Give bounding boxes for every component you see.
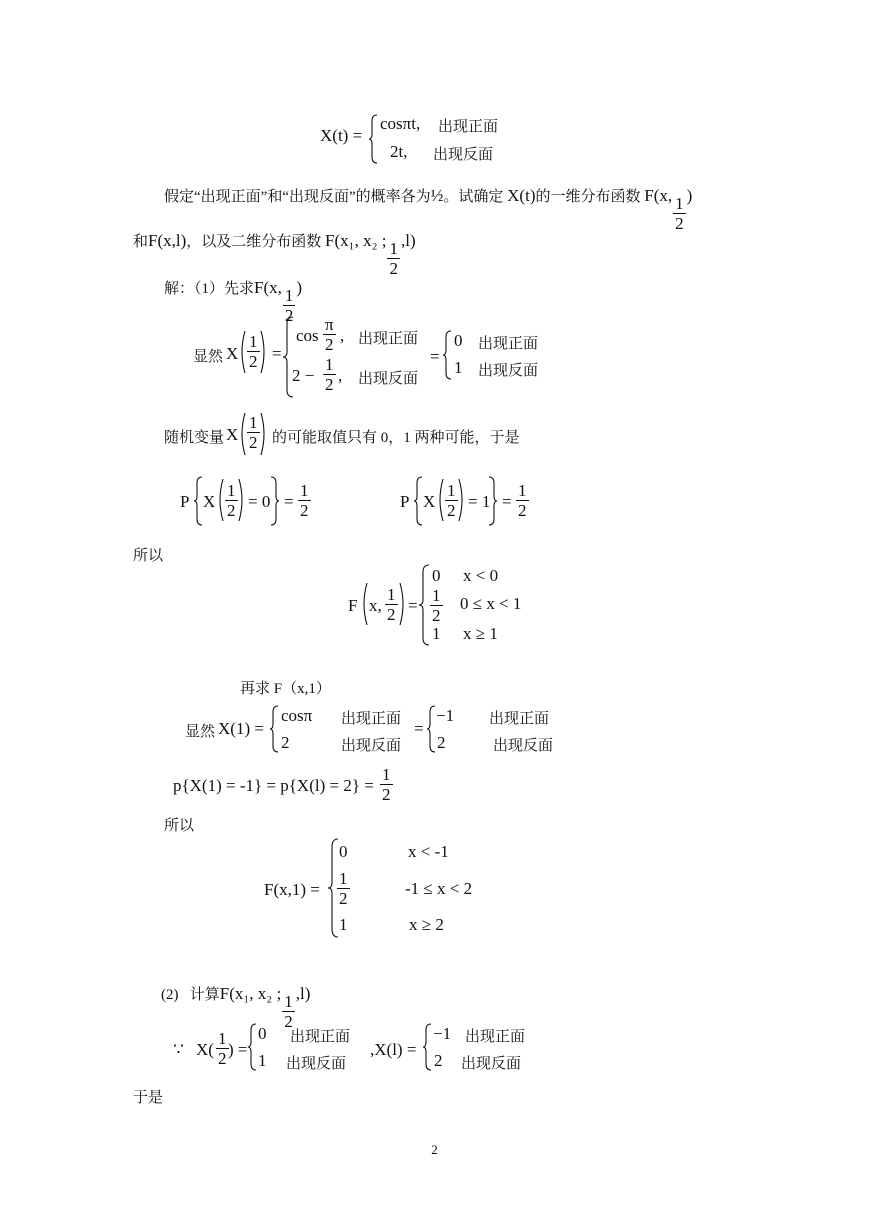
prob0-rparen (238, 478, 246, 522)
def-brace (368, 114, 378, 164)
prob0-rbrace (270, 476, 280, 526)
prob1-rparen (458, 478, 466, 522)
because-b2: 2 (434, 1051, 443, 1070)
because-frac: $\frac{1}{2}$ (218, 1029, 227, 1068)
because-b1: −1 (433, 1024, 452, 1043)
x1-brace2 (426, 705, 436, 753)
rv-label: 随机变量 (164, 430, 225, 446)
x-half-rparen (260, 330, 268, 374)
F1-lhs: F (348, 596, 358, 615)
prob1-req: = (502, 492, 512, 511)
prob1-rfrac: $\frac{1}{2}$ (518, 481, 527, 520)
F1-c2: 0 ≤ x < 1 (460, 594, 522, 613)
prob1-rbrace (488, 476, 498, 526)
x1-r2-cond: 出现反面 (341, 738, 402, 754)
prob0-p: P (180, 492, 190, 511)
so-1: 所以 (133, 548, 164, 564)
prob0-lparen (216, 478, 224, 522)
F1-brace (418, 564, 430, 646)
prob0-x: X (203, 492, 216, 511)
F1-frac: $\frac{1}{2}$ (387, 585, 396, 624)
p-x1-frac: $\frac{1}{2}$ (382, 765, 391, 804)
because-a1: 0 (258, 1024, 267, 1043)
because-a2-cond: 出现反面 (286, 1056, 347, 1072)
page-number: 2 (431, 1142, 438, 1157)
step1-heading: 解：（1）先求F(x, $\frac{1}{2}$ ) (164, 278, 303, 325)
rv-frac: $\frac{1}{2}$ (249, 413, 258, 452)
F1-rparen (399, 582, 407, 626)
because-b2-cond: 出现反面 (461, 1056, 522, 1072)
F2-lhs: F(x,1) = (264, 880, 320, 899)
F1-v3: 1 (432, 624, 441, 643)
F1-x: x, (369, 596, 382, 615)
x-half-label: 显然 (193, 349, 224, 365)
x1-eq: = (414, 719, 424, 738)
x-half-r1-frac: $\frac{\pi}{2}$ (325, 315, 334, 354)
x-half-r2-comma: , (338, 366, 343, 385)
x-half-o1-cond: 出现正面 (478, 336, 539, 352)
F2-v3: 1 (339, 915, 348, 934)
x-half-lparen (238, 330, 246, 374)
because-a1-cond: 出现正面 (290, 1029, 351, 1045)
x1-o1: −1 (436, 706, 455, 725)
def-case2-value: 2t, (390, 142, 408, 161)
step2-heading: (2) 计算F(x₁, x₂ ; $\frac{1}{2}$ ,l) (161, 984, 311, 1031)
x1-r2: 2 (281, 733, 290, 752)
because-mid: ,X(l) = (370, 1040, 417, 1059)
rv-text: 的可能取值只有 0，1 两种可能，于是 (272, 430, 520, 446)
prob1-p: P (400, 492, 410, 511)
F1-v2: $\frac{1}{2}$ (432, 586, 441, 625)
x-half-r2-cond: 出现反面 (358, 371, 419, 387)
prob1-lbrace (413, 476, 423, 526)
prob1-frac: $\frac{1}{2}$ (447, 481, 456, 520)
F2-c1: x < -1 (408, 842, 449, 861)
prob0-rfrac: $\frac{1}{2}$ (300, 481, 309, 520)
because-brace1 (247, 1023, 257, 1071)
x1-label: 显然 (185, 724, 216, 740)
because-xr: ) = (228, 1040, 248, 1059)
x-half-r2-val: 2 − (292, 366, 315, 385)
p-x1-eq: p{X(1) = -1} = p{X(l) = 2} = (173, 776, 374, 795)
because-a2: 1 (258, 1051, 267, 1070)
x-half-o1: 0 (454, 331, 463, 350)
F1-lparen (360, 582, 368, 626)
rv-rparen (260, 412, 268, 456)
prob1-eq: = 1 (468, 492, 491, 511)
because-x: X( (196, 1040, 214, 1059)
F2-v2: $\frac{1}{2}$ (339, 869, 348, 908)
x1-o2: 2 (437, 733, 446, 752)
prob1-lparen (436, 478, 444, 522)
x-half-x: X (226, 344, 239, 363)
x-half-r1-cond: 出现正面 (358, 331, 419, 347)
x1-lhs: X(1) = (218, 719, 264, 738)
F2-v1: 0 (339, 842, 348, 861)
F1-eq: = (408, 596, 418, 615)
x1-o2-cond: 出现反面 (493, 738, 554, 754)
again-heading: 再求 F（x,1） (240, 681, 331, 697)
prob0-frac: $\frac{1}{2}$ (227, 481, 236, 520)
x-half-eq2: = (430, 347, 440, 366)
def-case1-value: cosπt, (380, 114, 421, 133)
rv-x: X (226, 425, 239, 444)
x1-r1-cond: 出现正面 (341, 711, 402, 727)
prob0-lbrace (193, 476, 203, 526)
para2: 和F(x,l)，以及二维分布函数 F(x₁, x₂ ; $\frac{1}{2}$ ,l) (133, 231, 416, 278)
so-2: 所以 (164, 818, 195, 834)
def-lhs: X(t) = (320, 126, 363, 145)
because-b1-cond: 出现正面 (465, 1029, 526, 1045)
def-case2-cond: 出现反面 (433, 147, 494, 163)
rv-lparen (238, 412, 246, 456)
x1-o1-cond: 出现正面 (489, 711, 550, 727)
x-half-eq: = (272, 344, 282, 363)
x-half-r1-comma: , (340, 326, 345, 345)
x1-brace (269, 705, 279, 753)
so-3: 于是 (133, 1090, 164, 1106)
prob1-x: X (423, 492, 436, 511)
F1-c3: x ≥ 1 (463, 624, 498, 643)
x1-r1: cosπ (281, 706, 313, 725)
x-half-o2-cond: 出现反面 (478, 363, 539, 379)
x-half-r1-cos: cos (296, 326, 319, 345)
x-half-o2: 1 (454, 358, 463, 377)
prob0-req: = (284, 492, 294, 511)
because-symbol: ∵ (173, 1040, 184, 1059)
F2-c3: x ≥ 2 (409, 915, 444, 934)
prob0-eq: = 0 (248, 492, 271, 511)
x-half-brace2 (442, 330, 452, 380)
F1-v1: 0 (432, 566, 441, 585)
F2-c2: -1 ≤ x < 2 (405, 879, 473, 898)
because-brace2 (422, 1023, 432, 1071)
F1-c1: x < 0 (463, 566, 499, 585)
x-half-frac: $\frac{1}{2}$ (249, 332, 258, 371)
para1: 假定“出现正面”和“出现反面”的概率各为½。试确定 X(t)的一维分布函数 F(x, $\frac{1}{2}$ ) (164, 186, 693, 233)
def-case1-cond: 出现正面 (438, 119, 499, 135)
x-half-r2-frac: $\frac{1}{2}$ (325, 355, 334, 394)
